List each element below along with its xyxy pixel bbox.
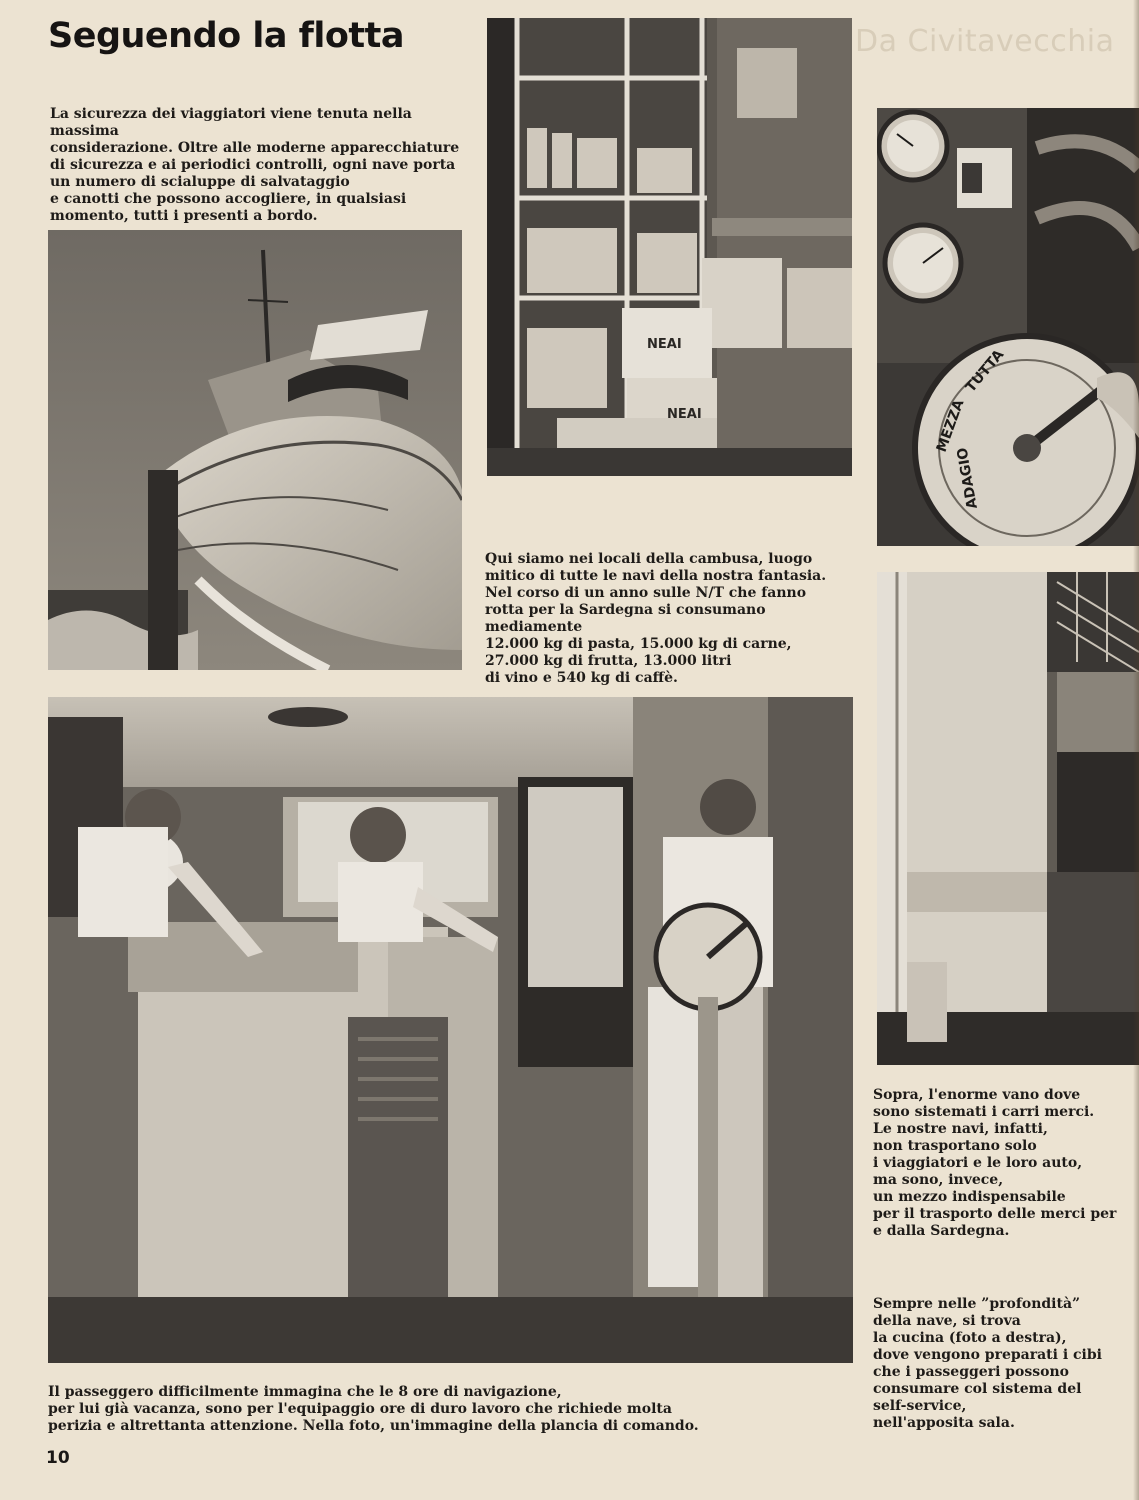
caption-bridge: Il passeggero difficilmente immagina che le 8 ore di navigazione, per lui già vacanza, sono per l'equipaggio ore di duro lavoro che richiede molta perizia e altrettanta attenzione. Nella foto, un'immagine della plancia di comando. xyxy=(48,1384,699,1434)
caption-kitchen: Sempre nelle ”profondità” della nave, si trova la cucina (foto a destra), dove vengono preparati i cibi che i passeggeri possono consumare col sistema del self-service, nell'apposita sala. xyxy=(873,1296,1102,1431)
bleed-through-heading: Da Civitavecchia xyxy=(855,24,1115,59)
photo-lifeboat xyxy=(48,230,462,670)
photo-engine-telegraph xyxy=(877,108,1139,546)
photo-cargo-hold xyxy=(877,572,1139,1065)
telegraph-label-mid: MEZZA xyxy=(933,397,968,455)
page-number: 10 xyxy=(46,1448,70,1468)
crate-label-text-2: NEAI xyxy=(667,407,702,422)
caption-galley: Qui siamo nei locali della cambusa, luogo mitico di tutte le navi della nostra fantasia. Nel corso di un anno sulle N/T che fanno rotta per la Sardegna si consumano mediamente 12.000 kg di pasta, 15.000 kg di carne, 27.000 kg di frutta, 13.000 litri di vino e 540 kg di caffè. xyxy=(485,551,827,686)
photo-galley-storage xyxy=(487,18,852,476)
photo-command-bridge xyxy=(48,697,853,1363)
page-title: Seguendo la flotta xyxy=(48,16,405,56)
caption-cargo: Sopra, l'enorme vano dove sono sistemati i carri merci. Le nostre navi, infatti, non trasportano solo i viaggiatori e le loro auto, ma sono, invece, un mezzo indispensabile per il trasporto delle merci per e dalla Sardegna. xyxy=(873,1087,1117,1239)
telegraph-label-top: TUTTA xyxy=(962,346,1008,396)
telegraph-label-low: ADAGIO xyxy=(954,446,981,511)
crate-label-text: NEAI xyxy=(647,337,682,352)
caption-safety: La sicurezza dei viaggiatori viene tenuta nella massima considerazione. Oltre alle moderne apparecchiature di sicurezza e ai periodici controlli, ogni nave porta un numero di scialuppe di salvataggio e canotti che possono accogliere, in qualsiasi momento, tutti i presenti a bordo. xyxy=(50,106,460,224)
page-edge-shadow xyxy=(1133,0,1139,1500)
